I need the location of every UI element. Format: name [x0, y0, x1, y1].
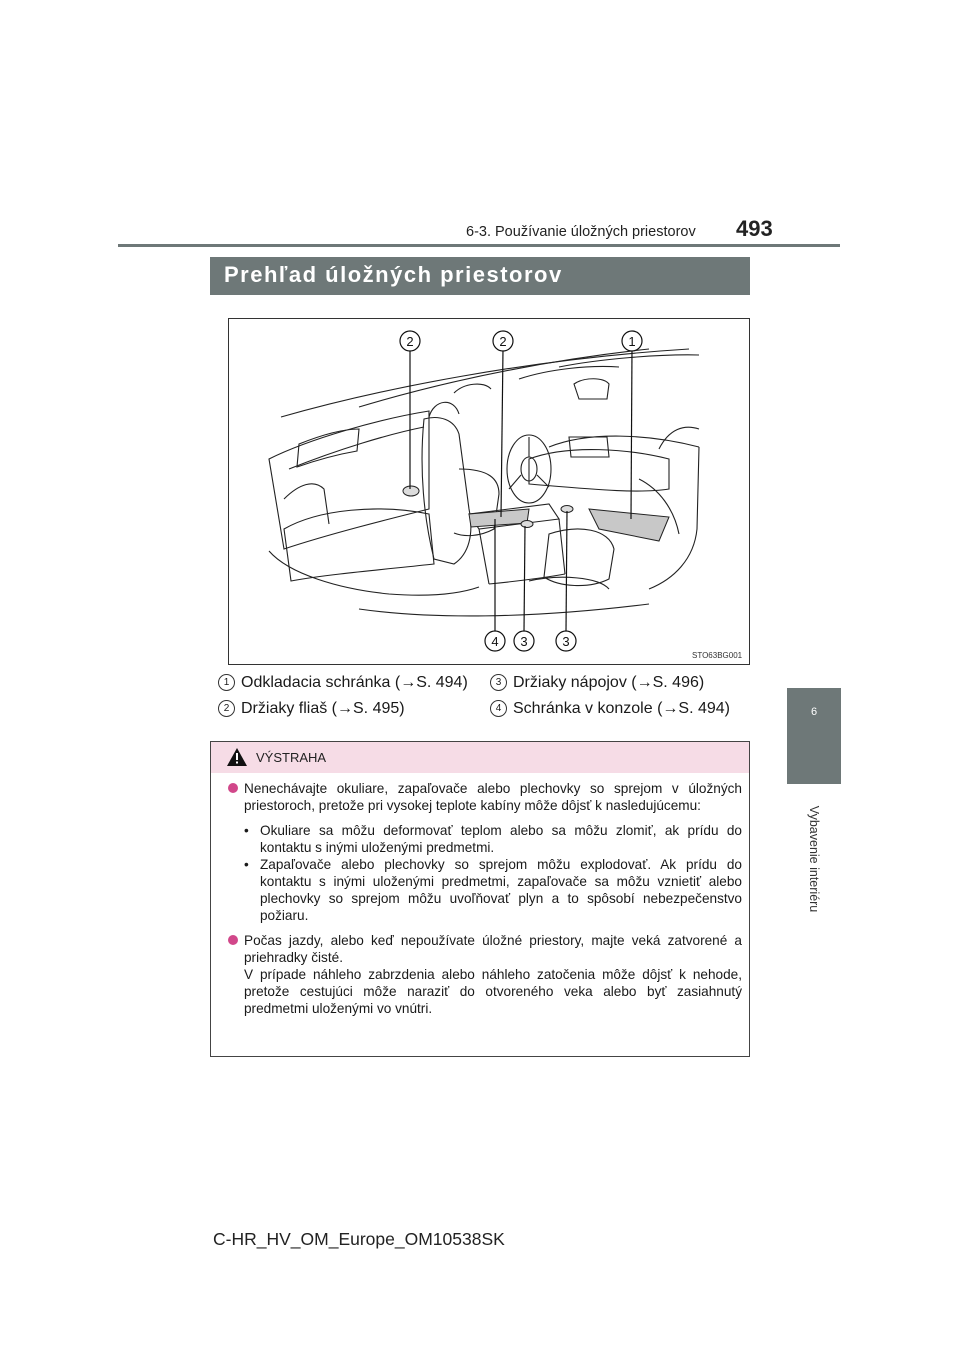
warning-item [228, 932, 742, 1017]
bullet-dot-icon [228, 935, 238, 945]
sub-item [228, 822, 742, 856]
legend-number: 2 [218, 700, 235, 717]
running-header: 6-3. Používanie úložných priestorov [466, 224, 696, 240]
callout-bottom-1: 4 [491, 634, 499, 649]
bullet-icon: • [244, 857, 249, 872]
legend-text: Držiaky nápojov (→S. 496) [513, 674, 705, 691]
warning-item-text: Počas jazdy, alebo keď nepoužívate úložné priestory, majte veká zatvorené a priehradky čisté. [244, 933, 742, 965]
legend-number: 3 [490, 674, 507, 691]
warning-title: VÝSTRAHA [256, 750, 327, 765]
warning-item-text: Nenechávajte okuliare, zapaľovače alebo plechovky so sprejom v úložných priestoroch, pretože pri vysokej teplote kabíny môže dôjsť k nasledujúcemu: [244, 781, 742, 813]
sub-item-text: Okuliare sa môžu deformovať teplom alebo sa môžu zlomiť, ak prídu do kontaktu s inými uloženými predmetmi. [260, 823, 742, 855]
interior-illustration [228, 318, 750, 665]
legend-item [218, 700, 405, 718]
section-title: Prehľad úložných priestorov [224, 262, 563, 287]
legend-item [218, 674, 468, 692]
figure-code: STO63BG001 [692, 651, 743, 660]
sub-list [228, 822, 742, 924]
sub-item [228, 856, 742, 924]
legend-number: 4 [490, 700, 507, 717]
callout-bottom-2: 3 [520, 634, 528, 649]
legend-text: Odkladacia schránka (→S. 494) [241, 674, 468, 691]
sub-item-text: Zapaľovače alebo plechovky so sprejom môžu explodovať. Ak prídu do kontaktu s inými uloženými predmetmi, zapaľovače sa môžu vznietiť alebo plechovky so sprejom môžu uvoľňovať plyn a to spôsobí nebezpečenstvo požiaru. [260, 857, 742, 923]
car-interior-drawing [229, 319, 749, 664]
chapter-label: Vybavenie interiéru [807, 805, 821, 913]
bullet-dot-icon [228, 783, 238, 793]
page-number: 493 [736, 216, 773, 241]
chapter-number: 6 [810, 706, 818, 718]
legend-text: Držiaky fliaš (→S. 495) [241, 700, 405, 717]
bullet-icon: • [244, 823, 249, 838]
header-rule [118, 244, 840, 247]
legend-number: 1 [218, 674, 235, 691]
callout-top-1: 2 [406, 334, 414, 349]
warning-body [228, 780, 742, 1025]
callout-top-2: 2 [499, 334, 507, 349]
chapter-tab [787, 688, 841, 784]
footer-code: C-HR_HV_OM_Europe_OM10538SK [213, 1229, 505, 1249]
legend-item [490, 674, 704, 692]
callout-top-3: 1 [628, 334, 636, 349]
warning-item-continuation: V prípade náhleho zabrzdenia alebo náhleho zatočenia môže dôjsť k nehode, pretože cestujúci môže naraziť do otvoreného veka alebo byť zasiahnutý predmetmi uloženými vo vnútri. [244, 967, 742, 1016]
legend-item [490, 700, 730, 718]
callout-bottom-3: 3 [562, 634, 570, 649]
warning-triangle-icon [226, 747, 248, 772]
legend-text: Schránka v konzole (→S. 494) [513, 700, 730, 717]
warning-item [228, 780, 742, 814]
